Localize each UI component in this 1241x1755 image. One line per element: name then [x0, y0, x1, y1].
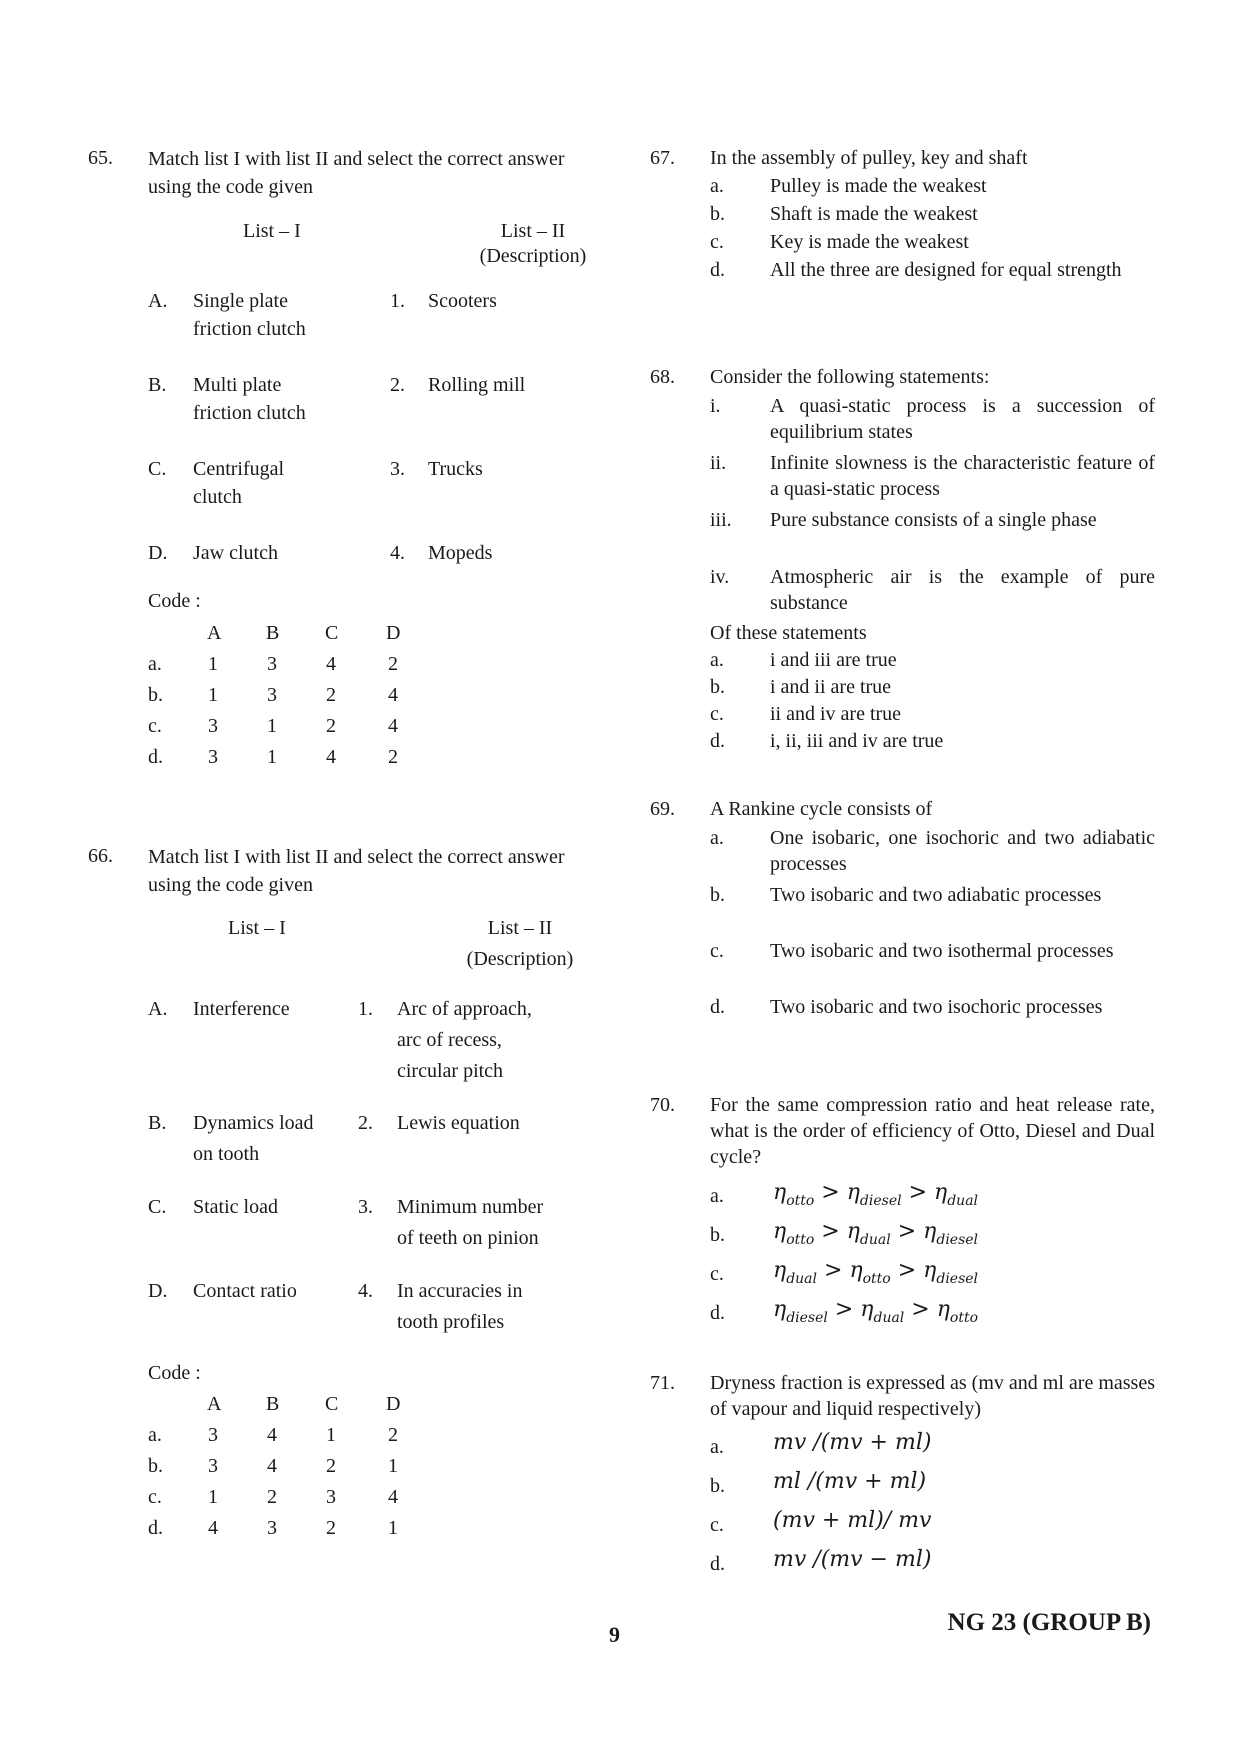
- row-a-label: A.: [148, 998, 168, 1020]
- row-d-label: D.: [148, 542, 168, 564]
- statement-text: Infinite slowness is the characteristic feature of a quasi-static process: [770, 452, 1155, 500]
- option-label: c.: [710, 1514, 724, 1536]
- option-text: Shaft is made the weakest: [770, 203, 978, 225]
- page-number: 9: [609, 1622, 620, 1647]
- option-label: c.: [710, 940, 724, 962]
- row-c-text: Centrifugal: [193, 458, 285, 480]
- row-a-text: Interference: [193, 998, 290, 1020]
- code-cell: 1: [208, 684, 218, 706]
- code-cell: 3: [267, 1517, 277, 1539]
- code-cell: 2: [326, 1455, 336, 1477]
- option-label: d.: [710, 1553, 725, 1575]
- code-label: Code :: [148, 590, 201, 612]
- code-cell: 4: [267, 1424, 277, 1446]
- row-4-label: 4.: [358, 1280, 373, 1302]
- code-cell: 4: [388, 1486, 398, 1508]
- option-label: c.: [710, 231, 724, 253]
- statements-lead: Of these statements: [710, 622, 867, 644]
- row-b-text: Dynamics load: [193, 1112, 314, 1134]
- code-header: B: [266, 1393, 280, 1415]
- statement-label: i.: [710, 395, 721, 417]
- code-row-label: a.: [148, 653, 162, 675]
- option-label: c.: [710, 703, 724, 725]
- option-label: a.: [710, 827, 724, 849]
- question-stem: Match list I with list II and select the correct answer using the code given: [148, 148, 565, 198]
- code-header: D: [386, 622, 401, 644]
- option-label: b.: [710, 1224, 725, 1246]
- question-68: [650, 364, 1155, 754]
- code-cell: 1: [208, 1486, 218, 1508]
- question-number: 68.: [650, 366, 675, 388]
- option-label: d.: [710, 730, 725, 752]
- question-stem: In the assembly of pulley, key and shaft: [710, 147, 1028, 169]
- row-1-text-cont: circular pitch: [397, 1060, 504, 1082]
- code-cell: 2: [388, 1424, 398, 1446]
- code-cell: 4: [326, 746, 336, 768]
- statement-text: Atmospheric air is the example of pure substance: [770, 566, 1155, 614]
- row-d-text: Jaw clutch: [193, 542, 278, 564]
- question-number: 65.: [88, 147, 113, 169]
- code-row-label: c.: [148, 715, 162, 737]
- row-4-text: Mopeds: [428, 542, 493, 564]
- list2-subheader: (Description): [479, 245, 587, 267]
- code-cell: 4: [388, 715, 398, 737]
- question-number: 70.: [650, 1094, 675, 1116]
- option-formula: (mv + ml)/ mv: [773, 1508, 932, 1533]
- option-formula: $\eta_{otto} > \eta_{dual} > \eta_{diesel}$: [773, 1219, 979, 1248]
- statement-text: A quasi-static process is a succession of equilibrium states: [770, 395, 1155, 443]
- option-text: Key is made the weakest: [770, 231, 969, 253]
- code-header: C: [325, 622, 339, 644]
- row-b-text-cont: friction clutch: [193, 402, 306, 424]
- code-cell: 1: [388, 1517, 398, 1539]
- list1-header: List – I: [228, 917, 286, 939]
- row-3-label: 3.: [390, 458, 405, 480]
- option-label: d.: [710, 996, 725, 1018]
- code-cell: 3: [208, 1424, 218, 1446]
- question-number: 67.: [650, 147, 675, 169]
- row-d-label: D.: [148, 1280, 168, 1302]
- row-b-text-cont: on tooth: [193, 1143, 260, 1165]
- code-cell: 2: [388, 746, 398, 768]
- row-1-text: Arc of approach,: [397, 998, 532, 1020]
- code-header: B: [266, 622, 280, 644]
- option-label: a.: [710, 175, 724, 197]
- option-label: a.: [710, 1436, 724, 1458]
- statement-label: ii.: [710, 452, 727, 474]
- row-2-label: 2.: [390, 374, 405, 396]
- option-formula: $\eta_{otto} > \eta_{diesel} > \eta_{dual}$: [773, 1180, 979, 1209]
- code-row-label: d.: [148, 1517, 163, 1539]
- code-cell: 1: [267, 715, 277, 737]
- code-header: C: [325, 1393, 339, 1415]
- row-1-text: Scooters: [428, 290, 497, 312]
- code-header: D: [386, 1393, 401, 1415]
- option-label: b.: [710, 676, 725, 698]
- code-header: A: [207, 622, 222, 644]
- statement-label: iv.: [710, 566, 730, 588]
- code-cell: 2: [326, 715, 336, 737]
- option-label: c.: [710, 1263, 724, 1285]
- row-3-text-cont: of teeth on pinion: [397, 1227, 539, 1249]
- option-text: i, ii, iii and iv are true: [770, 730, 944, 752]
- list2-header: List – II: [500, 220, 566, 242]
- code-cell: 3: [267, 684, 277, 706]
- question-65: [88, 145, 593, 768]
- option-formula: ml /(mv + ml): [773, 1469, 927, 1494]
- question-stem: A Rankine cycle consists of: [710, 798, 933, 820]
- option-formula: mv /(mv + ml): [773, 1430, 932, 1455]
- list2-subheader: (Description): [466, 948, 574, 970]
- code-cell: 1: [208, 653, 218, 675]
- code-cell: 3: [208, 746, 218, 768]
- code-header: A: [207, 1393, 222, 1415]
- question-69: [650, 796, 1155, 1056]
- code-cell: 1: [326, 1424, 336, 1446]
- code-cell: 2: [326, 1517, 336, 1539]
- row-2-text: Lewis equation: [397, 1112, 520, 1134]
- question-stem: Consider the following statements:: [710, 366, 990, 388]
- code-cell: 4: [326, 653, 336, 675]
- option-label: a.: [710, 649, 724, 671]
- code-cell: 2: [388, 653, 398, 675]
- code-cell: 1: [388, 1455, 398, 1477]
- code-row-label: b.: [148, 1455, 163, 1477]
- row-b-label: B.: [148, 374, 167, 396]
- option-text: Pulley is made the weakest: [770, 175, 987, 197]
- option-text: i and ii are true: [770, 676, 892, 698]
- code-cell: 2: [267, 1486, 277, 1508]
- option-label: a.: [710, 1185, 724, 1207]
- question-71: [650, 1370, 1155, 1580]
- row-1-label: 1.: [358, 998, 373, 1020]
- question-number: 66.: [88, 845, 113, 867]
- code-cell: 1: [267, 746, 277, 768]
- option-formula: $\eta_{diesel} > \eta_{dual} > \eta_{otto}$: [773, 1297, 979, 1326]
- row-a-label: A.: [148, 290, 168, 312]
- row-1-label: 1.: [390, 290, 405, 312]
- code-cell: 2: [326, 684, 336, 706]
- row-c-text-cont: clutch: [193, 486, 242, 508]
- code-label: Code :: [148, 1362, 201, 1384]
- row-d-text: Contact ratio: [193, 1280, 297, 1302]
- row-c-label: C.: [148, 458, 167, 480]
- row-4-text: In accuracies in: [397, 1280, 523, 1302]
- option-text: Two isobaric and two adiabatic processes: [770, 884, 1102, 906]
- option-formula: mv /(mv − ml): [773, 1547, 932, 1572]
- row-4-label: 4.: [390, 542, 405, 564]
- code-cell: 3: [208, 715, 218, 737]
- code-cell: 4: [208, 1517, 218, 1539]
- option-formula: $\eta_{dual} > \eta_{otto} > \eta_{diesel}$: [773, 1258, 979, 1287]
- row-a-text: Single plate: [193, 290, 288, 312]
- list1-header: List – I: [243, 220, 301, 242]
- paper-code: NG 23 (GROUP B): [947, 1609, 1151, 1636]
- row-b-label: B.: [148, 1112, 167, 1134]
- option-text: i and iii are true: [770, 649, 897, 671]
- code-cell: 3: [267, 653, 277, 675]
- row-4-text-cont: tooth profiles: [397, 1311, 505, 1333]
- question-number: 71.: [650, 1372, 675, 1394]
- option-text: All the three are designed for equal strength: [770, 259, 1122, 281]
- row-2-text: Rolling mill: [428, 374, 526, 396]
- question-67: [650, 145, 1155, 325]
- row-1-text-cont: arc of recess,: [397, 1029, 502, 1051]
- code-cell: 4: [267, 1455, 277, 1477]
- option-label: b.: [710, 884, 725, 906]
- question-70: [650, 1092, 1155, 1332]
- option-text: Two isobaric and two isothermal processes: [770, 940, 1114, 962]
- list2-header: List – II: [487, 917, 553, 939]
- question-stem: Match list I with list II and select the correct answer using the code given: [148, 846, 565, 896]
- row-3-text: Trucks: [428, 458, 483, 480]
- option-label: d.: [710, 259, 725, 281]
- code-cell: 3: [326, 1486, 336, 1508]
- option-label: d.: [710, 1302, 725, 1324]
- row-3-label: 3.: [358, 1196, 373, 1218]
- code-cell: 3: [208, 1455, 218, 1477]
- code-cell: 4: [388, 684, 398, 706]
- code-row-label: c.: [148, 1486, 162, 1508]
- row-c-text: Static load: [193, 1196, 278, 1218]
- code-row-label: b.: [148, 684, 163, 706]
- row-a-text-cont: friction clutch: [193, 318, 306, 340]
- question-stem: Dryness fraction is expressed as (mv and ml are masses of vapour and liquid respectively): [710, 1372, 1155, 1420]
- row-3-text: Minimum number: [397, 1196, 544, 1218]
- code-row-label: d.: [148, 746, 163, 768]
- row-2-label: 2.: [358, 1112, 373, 1134]
- question-66: [88, 843, 593, 1543]
- question-number: 69.: [650, 798, 675, 820]
- option-text: One isobaric, one isochoric and two adiabatic processes: [770, 827, 1155, 875]
- question-stem: For the same compression ratio and heat release rate, what is the order of efficiency of Otto, Diesel and Dual cycle?: [710, 1094, 1155, 1168]
- option-text: ii and iv are true: [770, 703, 902, 725]
- row-b-text: Multi plate: [193, 374, 282, 396]
- row-c-label: C.: [148, 1196, 167, 1218]
- code-row-label: a.: [148, 1424, 162, 1446]
- statement-label: iii.: [710, 509, 732, 531]
- option-label: b.: [710, 203, 725, 225]
- option-text: Two isobaric and two isochoric processes: [770, 996, 1103, 1018]
- statement-text: Pure substance consists of a single phase: [770, 509, 1097, 531]
- option-label: b.: [710, 1475, 725, 1497]
